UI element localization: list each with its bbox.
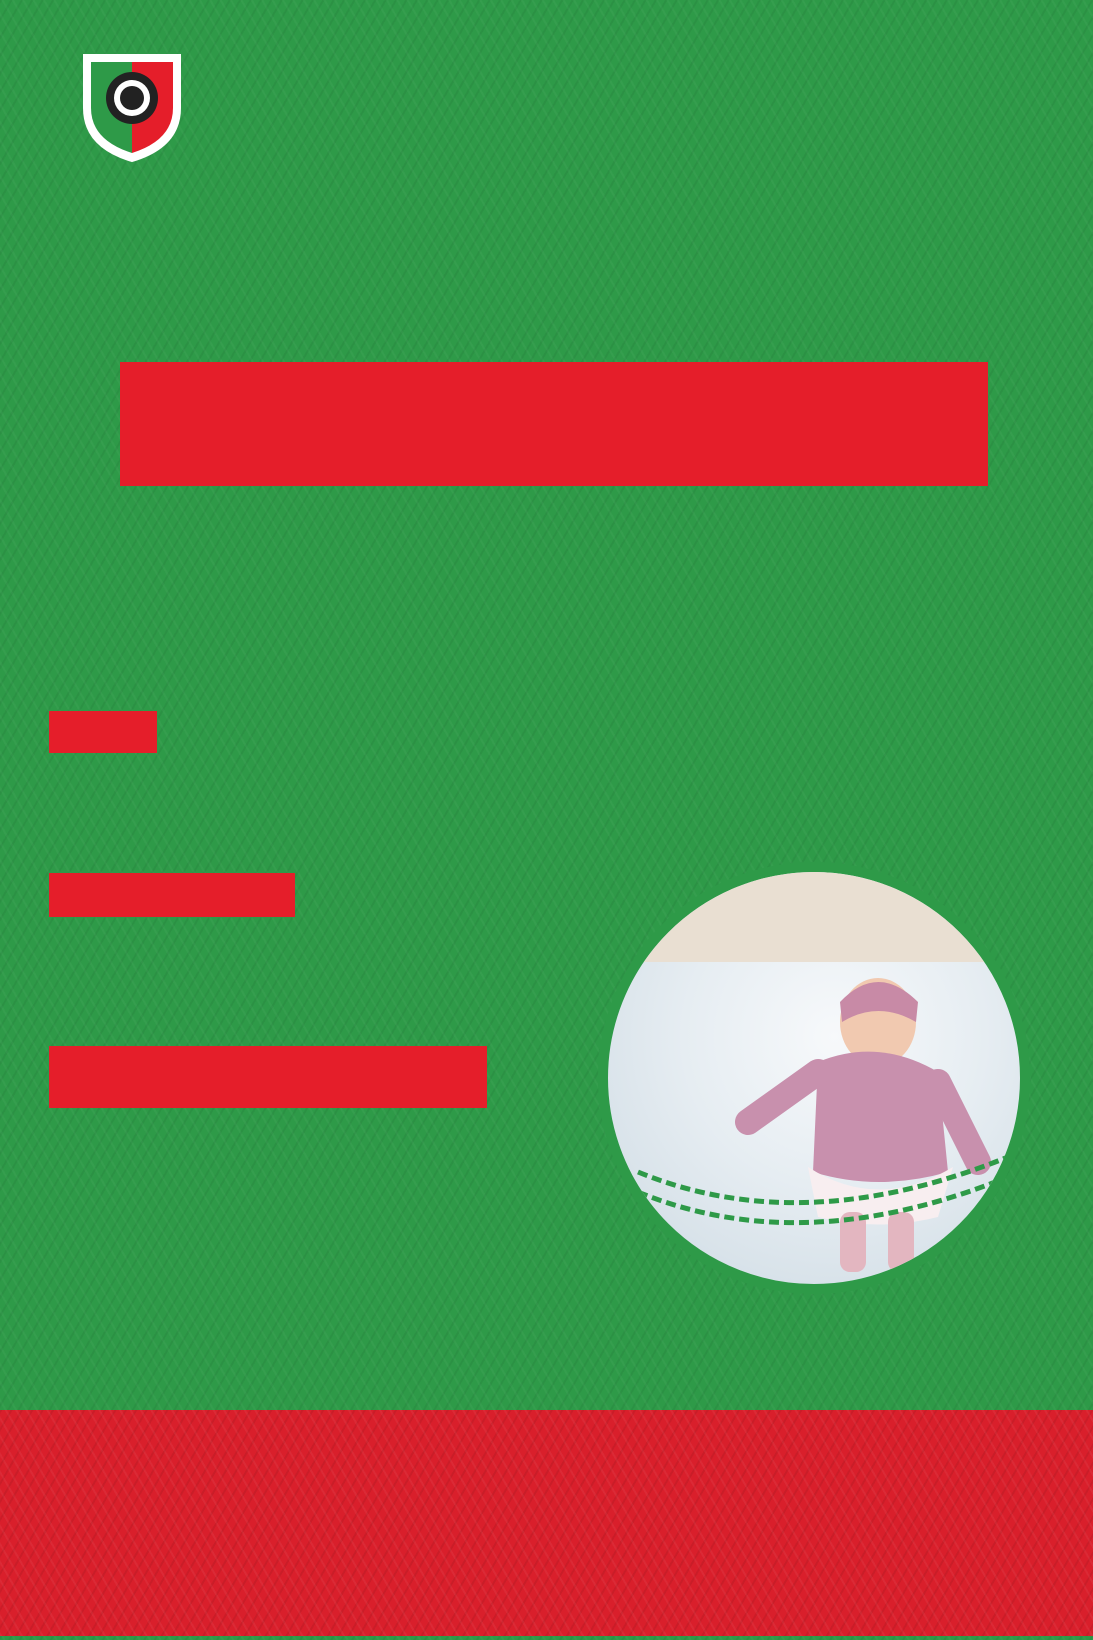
knit-hearts-icon: [0, 1410, 1093, 1636]
grosuplje-turizem-logo: [830, 95, 1070, 109]
coat-of-arms-icon: [77, 48, 187, 163]
holiday-hours-label: [49, 1046, 487, 1108]
hours-label: [49, 873, 295, 917]
pricing-label: [49, 711, 157, 753]
obcina-grosuplje-logo: [62, 48, 202, 218]
bottom-knit-pattern: [0, 1410, 1093, 1636]
intro-box: [120, 362, 988, 486]
skating-child-photo: [598, 862, 1030, 1294]
skating-child-illustration: [608, 872, 1020, 1284]
